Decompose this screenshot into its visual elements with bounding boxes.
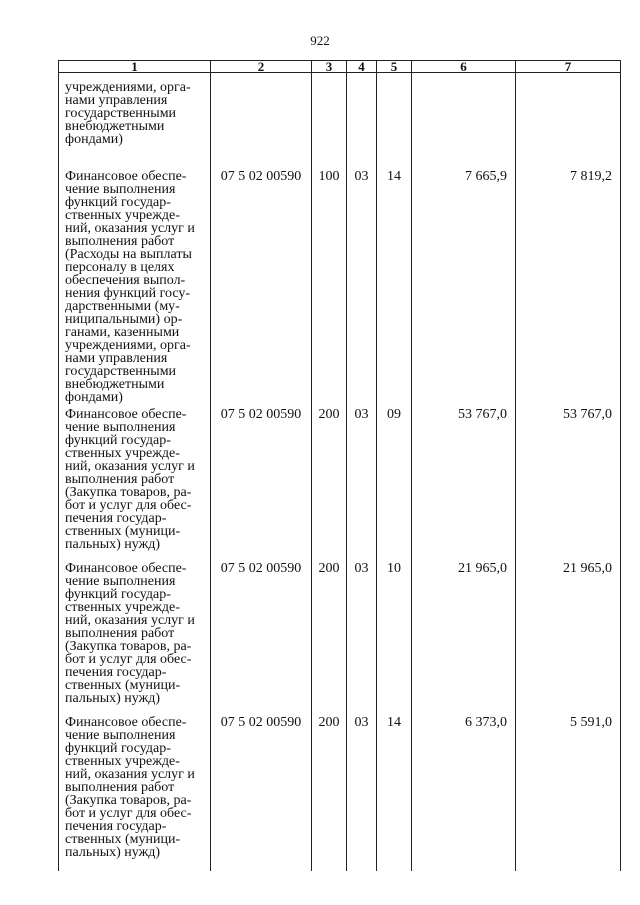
row-col6: 21 965,0 [412, 558, 516, 712]
table-row [59, 161, 621, 404]
row-col7: 7 819,2 [516, 161, 621, 404]
row-col6: 6 373,0 [412, 712, 516, 871]
row-col7: 53 767,0 [516, 404, 621, 558]
row-col3: 200 [312, 558, 347, 712]
column-header-7: 7 [516, 61, 621, 73]
row-name: Финансовое обеспе- чение выполнения функций государ- ственных учрежде- ний, оказания услуг и выполнения работ (Закупка товаров, ра- бот и услуг для обес- печения государ- ственных (муници- пальных) нужд) [59, 558, 211, 712]
row-code: 07 5 02 00590 [211, 558, 312, 712]
row-col4: 03 [347, 161, 377, 404]
budget-table [58, 60, 621, 871]
row-col5: 10 [377, 558, 412, 712]
row-col4: 03 [347, 712, 377, 871]
row-col7: 21 965,0 [516, 558, 621, 712]
row-col5: 09 [377, 404, 412, 558]
row-col6: 7 665,9 [412, 161, 516, 404]
row-col3: 200 [312, 404, 347, 558]
table-row [59, 712, 621, 871]
column-header-5: 5 [377, 61, 412, 73]
table-row [59, 73, 621, 162]
row-col5: 14 [377, 161, 412, 404]
column-header-6: 6 [412, 61, 516, 73]
row-name: Финансовое обеспе- чение выполнения функций государ- ственных учрежде- ний, оказания услуг и выполнения работ (Закупка товаров, ра- бот и услуг для обес- печения государ- ственных (муници- пальных) нужд) [59, 712, 211, 871]
row-col5 [377, 73, 412, 162]
column-header-2: 2 [211, 61, 312, 73]
row-col5: 14 [377, 712, 412, 871]
row-col3 [312, 73, 347, 162]
row-col6: 53 767,0 [412, 404, 516, 558]
row-code: 07 5 02 00590 [211, 161, 312, 404]
row-name: Финансовое обеспе- чение выполнения функций госудap- ственных учрежде- ний, оказания услуг и выполнения работ (Расходы на выплаты персоналу в целях обеспечения выпол- нения функций госу- дарственными (му- ниципальными) ор- ганами, казенными учреждениями, орга- нами управления государственными внебюджетными фондами) [59, 161, 211, 404]
row-code: 07 5 02 00590 [211, 712, 312, 871]
row-col3: 100 [312, 161, 347, 404]
table-row [59, 404, 621, 558]
table-header [59, 61, 621, 73]
header-row [59, 61, 621, 73]
row-code [211, 73, 312, 162]
column-header-3: 3 [312, 61, 347, 73]
table-row [59, 558, 621, 712]
row-col6 [412, 73, 516, 162]
table-body [59, 73, 621, 872]
row-col4 [347, 73, 377, 162]
page-number: 922 [310, 33, 330, 48]
row-col7: 5 591,0 [516, 712, 621, 871]
row-col7 [516, 73, 621, 162]
column-header-4: 4 [347, 61, 377, 73]
row-code: 07 5 02 00590 [211, 404, 312, 558]
row-col3: 200 [312, 712, 347, 871]
row-col4: 03 [347, 558, 377, 712]
column-header-1: 1 [59, 61, 211, 73]
row-col4: 03 [347, 404, 377, 558]
row-name: Финансовое обеспе- чение выполнения функций государ- ственных учрежде- ний, оказания услуг и выполнения работ (Закупка товаров, ра- бот и услуг для обес- печения государ- ственных (муници- пальных) нужд) [59, 404, 211, 558]
row-name: учреждениями, орга- нами управления государственными внебюджетными фондами) [59, 73, 211, 162]
